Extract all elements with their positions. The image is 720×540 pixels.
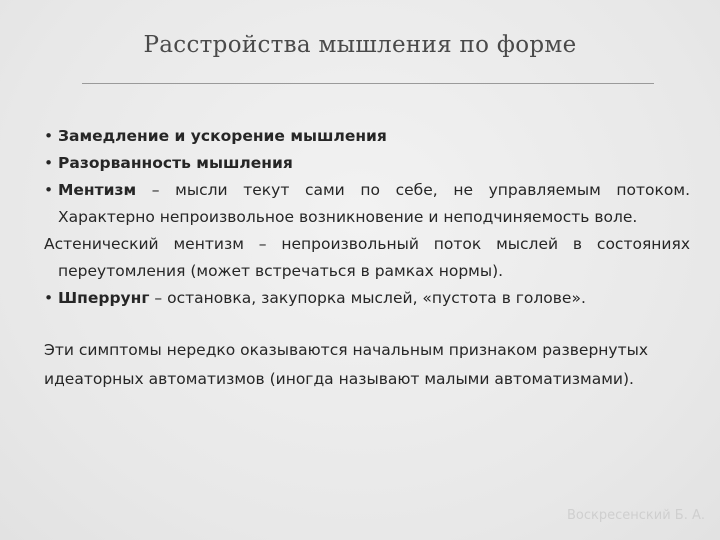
bullet-term: Замедление и ускорение мышления <box>58 127 387 145</box>
bullet-item-mentism <box>44 177 690 231</box>
title-divider <box>82 83 654 84</box>
bullet-term: Ментизм <box>58 181 137 199</box>
slide-content <box>44 123 690 394</box>
bullet-item-disruption <box>44 150 690 177</box>
bullet-description: – мысли текут сами по себе, не управляемым потоком. Характерно непроизвольное возникновение и неподчиняемость воле. <box>58 181 690 226</box>
bullet-term: Разорванность мышления <box>58 154 293 172</box>
bullet-item-slowing <box>44 123 690 150</box>
astenic-mentism-note: Астенический ментизм – непроизвольный поток мыслей в состояниях переутомления (может встречаться в рамках нормы). <box>44 235 690 280</box>
author-credit: Воскресенский Б. А. <box>566 508 705 523</box>
bullet-item-sperrung <box>44 285 690 312</box>
bullet-description: – остановка, закупорка мыслей, «пустота в голове». <box>149 289 586 307</box>
bullet-term: Шперрунг <box>58 289 150 307</box>
slide-title: Расстройства мышления по форме <box>143 32 577 58</box>
summary-paragraph: Эти симптомы нередко оказываются начальным признаком развернутых идеаторных автоматизмов (иногда называют малыми автоматизмами). <box>44 341 649 388</box>
